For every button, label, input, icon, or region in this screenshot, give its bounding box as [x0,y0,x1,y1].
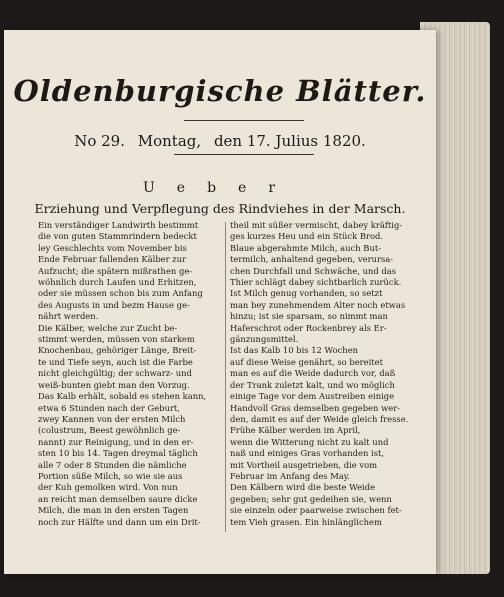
text-line: an reicht man demselben saure dicke [38,493,198,504]
text-line: nannt) zur Reinigung, und in den er- [38,436,194,447]
text-line: Ende Februar fallenden Kälber zur [38,254,187,265]
text-line: Haferschrot oder Rockenbrey als Er- [230,322,387,333]
issue-line [4,132,436,150]
text-line: chen Durchfall und Schwäche, und das [230,265,397,276]
left-column [38,220,223,528]
text-line: Ist das Kalb 10 bis 12 Wochen [230,345,359,356]
text-line: gegeben; sehr gut gedeihen sie, wenn [230,493,392,504]
text-line: wöhnlich durch Laufen und Erhitzen, [38,277,197,288]
text-line: auf diese Weise genährt, so bereitet [230,356,383,367]
text-line: einige Tage vor dem Austreiben einige [230,391,395,402]
text-line: ges kurzes Heu und ein Stück Brod. [230,231,384,242]
masthead: Oldenburgische Blätter. [13,74,427,108]
text-line: nicht gleichgültig; der schwarz- und [38,368,192,379]
text-line: tem Vieh grasen. Ein hinlänglichem [230,516,382,527]
right-column [230,220,415,528]
issue-date: den 17. Julius 1820. [213,132,366,150]
text-line: Februar im Anfang des May. [230,470,351,481]
text-line: Blaue abgerahmte Milch, auch But- [230,242,382,253]
text-line: zwey Kannen von der ersten Milch [38,413,186,424]
text-line: des Augusts in und bezm Hause ge- [38,299,190,310]
text-line: theil mit süßer vermischt, dabey kräftig- [230,220,403,230]
text-line: Milch, die man in den ersten Tagen [38,505,189,516]
text-line: (colustrum, Beest gewöhnlich ge- [38,425,181,436]
masthead-rule-bottom [174,154,314,155]
newspaper-page [4,30,436,574]
masthead-rule-top [184,120,304,121]
text-line: gänzungsmittel. [230,334,299,345]
text-line: oder sie müssen schon bis zum Anfang [38,288,203,299]
text-line: stimmt werden, müssen von starkem [38,334,195,345]
text-line: hinzu; ist sie sparsam, so nimmt man [230,311,388,322]
text-line: mit Vortheil ausgetrieben, die vom [230,459,378,470]
article-subtitle: Erziehung und Verpflegung des Rindviehes in der Marsch. [34,201,406,216]
text-line: der Kuh gemolken wird. Von nun [38,482,178,493]
text-line: Die Kälber, welche zur Zucht be- [38,322,178,333]
text-line: Knochenbau, gehöriger Länge, Breit- [38,345,197,356]
text-line: den, damit es auf der Weide gleich fresse. [230,413,409,424]
text-line: Ist Milch genug vorhanden, so setzt [230,288,383,299]
text-line: die von guten Stammrindern bedeckt [38,231,197,242]
text-line: Ein verständiger Landwirth bestimmt [38,220,199,230]
text-line: nährt werden. [38,311,99,322]
text-line: man bey zunehmendem Alter noch etwas [230,299,406,310]
text-line: man es auf die Weide dadurch vor, daß [230,368,396,379]
text-line: Aufzucht; die spätern mißrathen ge- [38,265,193,276]
text-line: noch zur Hälfte und dann um ein Drit- [38,516,201,527]
text-line: sie einzeln oder paarweise zwischen fet- [230,505,402,516]
text-line: etwa 6 Stunden nach der Geburt, [38,402,180,413]
text-line: Handvoll Gras demselben gegeben wer- [230,402,401,413]
text-line: Thier schlägt dabey sichtbarlich zurück. [230,277,402,288]
text-line: weiß-bunten giebt man den Vorzug. [38,379,190,390]
article-title: Ueber [142,180,298,196]
text-line: termilch, anhaltend gegeben, verursa- [230,254,394,265]
issue-number: No 29. [74,132,125,150]
text-line: Den Kälbern wird die beste Weide [230,482,376,493]
text-line: ley Geschlechts vom November bis [38,242,187,253]
text-line: naß und einiges Gras vorhanden ist, [230,448,385,459]
text-line: Das Kalb erhält, sobald es stehen kann, [38,391,207,402]
text-line: Portion süße Milch, so wie sie aus [38,470,183,481]
text-line: sten 10 bis 14. Tagen dreymal täglich [38,448,198,459]
text-line: der Trank zuletzt kalt, und wo möglich [230,379,395,390]
issue-day: Montag, [137,132,202,150]
text-line: wenn die Witterung nicht zu kalt und [230,436,389,447]
text-line: Frühe Kälber werden im April, [230,425,361,436]
column-divider [225,222,226,532]
text-line: alle 7 oder 8 Stunden die nämliche [38,459,187,470]
text-line: te und Tiefe seyn, auch ist die Farbe [38,356,193,367]
